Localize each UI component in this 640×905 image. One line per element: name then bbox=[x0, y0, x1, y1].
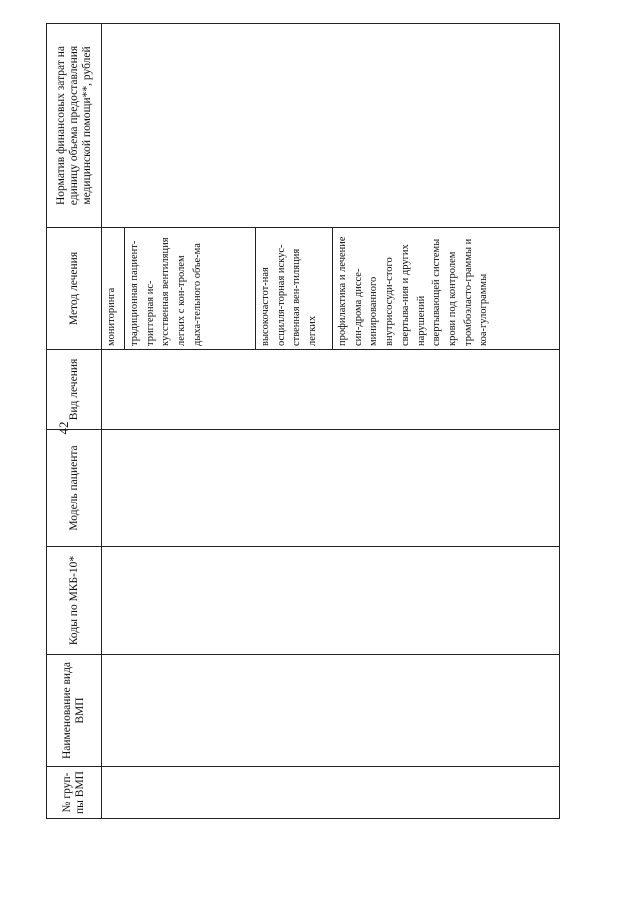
header-icd-codes: Коды по МКБ-10* bbox=[47, 547, 102, 655]
cell-icd-codes bbox=[102, 547, 560, 655]
method-item: высокочастот-ная осцилля-торная искус-ственная вен-тиляция легких bbox=[256, 228, 333, 349]
header-vmp-name: Наименование вида ВМП bbox=[47, 655, 102, 767]
header-group-number: № груп-пы ВМП bbox=[47, 767, 102, 819]
method-item: мониторинга bbox=[102, 228, 125, 349]
header-treatment-type: Вид лечения bbox=[47, 350, 102, 430]
method-item: традиционная пациент-триггерная ис-кусственная вентиляция легких с кон-тролем дыха-тельного объе-ма bbox=[125, 228, 256, 349]
header-cost-standard: Норматив финансовых затрат на единицу объема предоставления медицинской помощи**, рублей bbox=[47, 24, 102, 228]
medical-care-table bbox=[46, 23, 560, 819]
cell-treatment-type bbox=[102, 350, 560, 430]
cell-cost-standard bbox=[102, 24, 560, 228]
header-treatment-method: Метод лечения bbox=[47, 228, 102, 350]
rotated-table-frame bbox=[46, 24, 553, 819]
table-stage bbox=[46, 24, 553, 819]
header-patient-model: Модель пациента bbox=[47, 430, 102, 547]
cell-treatment-methods bbox=[102, 228, 560, 350]
page-number: 42 bbox=[56, 421, 71, 435]
cell-patient-model bbox=[102, 430, 560, 547]
method-list bbox=[102, 228, 559, 349]
table-row bbox=[102, 24, 560, 819]
cell-vmp-name bbox=[102, 655, 560, 767]
cell-group-number bbox=[102, 767, 560, 819]
method-item: профилактика и лечение син-дрома диссе-минированного внутрисосуди-стого свертыва-ния и других нарушений свертывающей системы крови под контролем тромбоэласто-граммы и коа-гулограммы bbox=[337, 236, 490, 346]
header-row bbox=[47, 24, 102, 819]
